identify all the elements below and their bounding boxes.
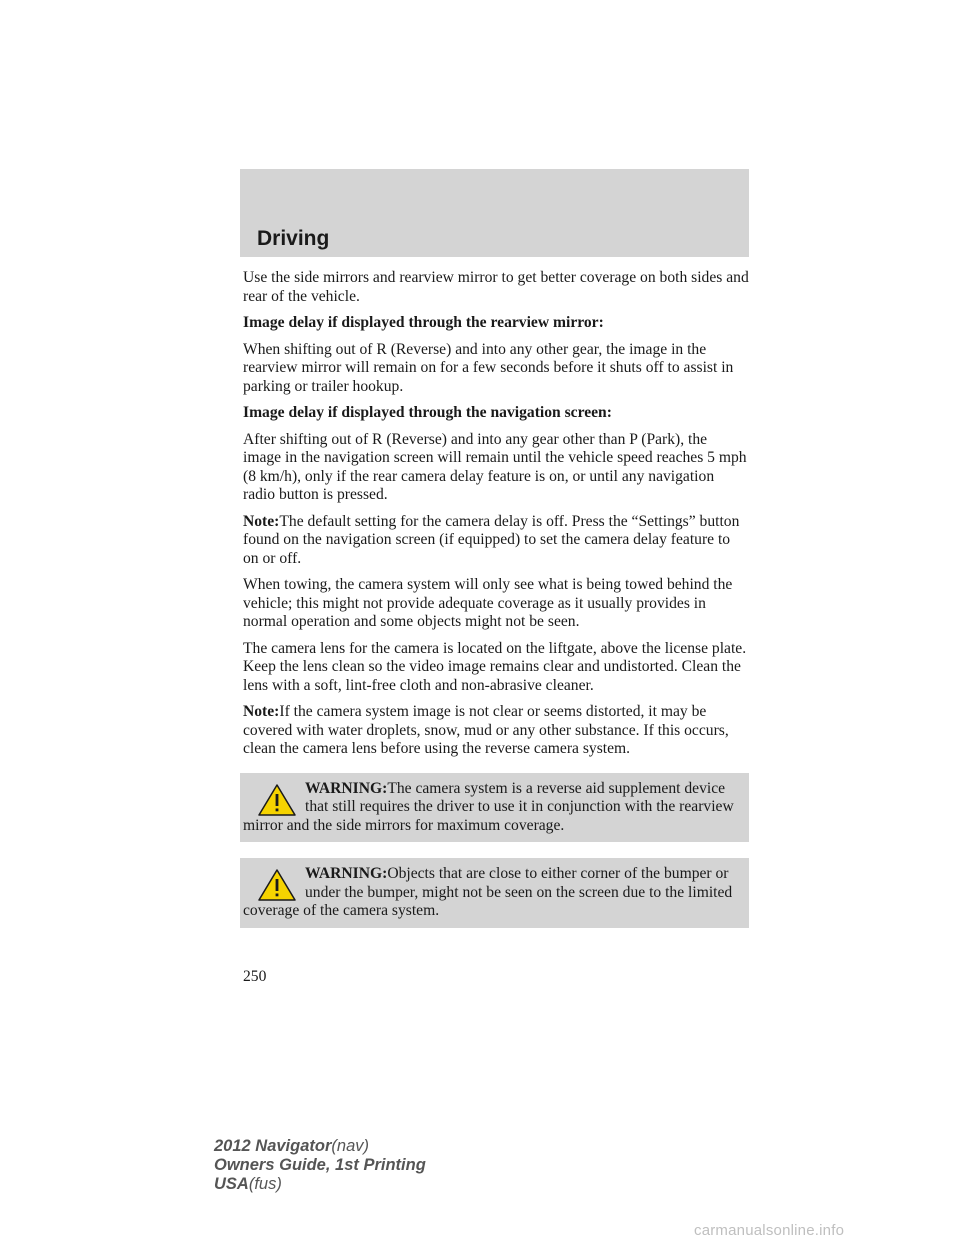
warning-body: The camera system is a reverse aid supplement device that still requires the driver to use it in conjunction with the rearview mirror and the side mirrors for maximum coverage. [243, 779, 734, 834]
paragraph: Use the side mirrors and rearview mirror to get better coverage on both sides and rear of the vehicle. [243, 269, 749, 305]
subheading: Image delay if displayed through the navigation screen: [243, 404, 612, 421]
note-label: Note: [243, 512, 280, 530]
note [243, 703, 749, 759]
warning-triangle-icon [257, 868, 297, 902]
paragraph: After shifting out of R (Reverse) and into any gear other than P (Park), the image in the navigation screen will remain until the vehicle speed reaches 5 mph (8 km/h), only if the rear camera delay feature is on, or until any navigation radio button is pressed. [243, 430, 747, 503]
note-label: Note: [243, 703, 280, 720]
paragraph: When shifting out of R (Reverse) and into any other gear, the image in the rearview mirror will remain on for a few seconds before it shuts off to assist in parking or trailer hookup. [243, 340, 734, 395]
warning-box [240, 773, 749, 843]
footer-market-code: (fus) [248, 1175, 282, 1193]
warning-box [240, 858, 749, 928]
note [243, 513, 749, 569]
page-content [243, 269, 749, 944]
section-header [240, 169, 749, 257]
warning-label: WARNING: [305, 779, 388, 797]
note-text: If the camera system image is not clear or seems distorted, it may be covered with water droplets, snow, mud or any other substance. If this occurs, clean the camera lens before using the reverse camera system. [243, 703, 729, 757]
note-text: The default setting for the camera delay is off. Press the “Settings” button found on the navigation screen (if equipped) to set the camera delay feature to on or off. [243, 512, 740, 567]
footer-market: USA [214, 1175, 249, 1193]
paragraph: When towing, the camera system will only see what is being towed behind the vehicle; this might not provide adequate coverage as it usually provides in normal operation and some objects might not be seen. [243, 576, 733, 630]
footer-line: Owners Guide, 1st Printing [214, 1156, 426, 1174]
subheading: Image delay if displayed through the rearview mirror: [243, 314, 604, 331]
footer-model: 2012 Navigator [214, 1137, 332, 1155]
page-number: 250 [243, 968, 267, 985]
document-footer [214, 1137, 426, 1194]
warning-label: WARNING: [305, 865, 388, 882]
footer-line [214, 1175, 426, 1194]
paragraph: The camera lens for the camera is located on the liftgate, above the license plate. Keep the lens clean so the video image remains clear and undistorted. Clean the lens with a soft, lint-free cloth and non-abrasive cleaner. [243, 639, 747, 694]
warning-body: Objects that are close to either corner of the bumper or under the bumper, might not be seen on the screen due to the limited coverage of the camera system. [243, 865, 733, 919]
warning-text [243, 865, 741, 921]
section-title: Driving [257, 227, 330, 250]
warning-text [243, 780, 741, 836]
footer-line [214, 1137, 426, 1156]
footer-code: (nav) [331, 1137, 369, 1155]
watermark: carmanualsonline.info [694, 1222, 845, 1239]
warning-triangle-icon [257, 783, 297, 817]
